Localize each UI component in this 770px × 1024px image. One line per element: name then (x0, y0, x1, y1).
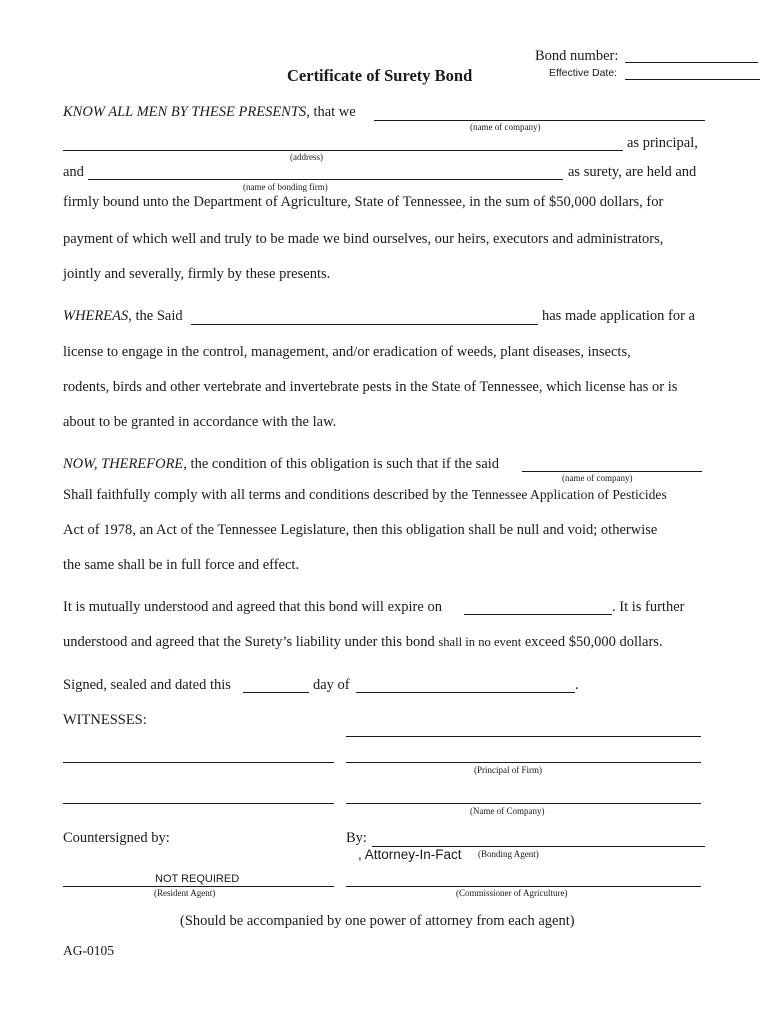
bond-number-field[interactable] (625, 62, 758, 63)
effective-date-label: Effective Date: (549, 67, 618, 79)
applicant-name-field[interactable] (191, 324, 538, 325)
signed-day-field[interactable] (243, 692, 309, 693)
caption-resident-agent: (Resident Agent) (154, 888, 216, 898)
as-surety-text: as surety, are held and (568, 164, 697, 180)
and-text: and (63, 164, 84, 180)
para1-opening (63, 104, 356, 121)
whereas-text: WHEREAS (63, 308, 129, 324)
para1-line3: jointly and severally, firmly by these presents. (63, 266, 331, 282)
the-said-text: , the Said (128, 308, 183, 324)
bonding-firm-field[interactable] (88, 179, 563, 180)
para4-line2-c: exceed $50,000 dollars. (524, 634, 663, 650)
has-made-application-text: has made application for a (542, 308, 695, 324)
para2-opening (63, 308, 183, 325)
effective-date-field[interactable] (625, 79, 760, 80)
witness-signature-2[interactable] (63, 803, 334, 804)
para3-line2: Act of 1978, an Act of the Tennessee Legislature, then this obligation shall be null and void; otherwise (63, 522, 658, 538)
principal-signature-line[interactable] (346, 736, 701, 737)
para3-line3: the same shall be in full force and effect. (63, 557, 300, 573)
caption-bonding-agent: (Bonding Agent) (478, 849, 539, 859)
para4-line2-b: shall in no event (438, 635, 522, 649)
know-all-men-text: KNOW ALL MEN BY THESE PRESENTS (63, 104, 307, 120)
para4-line2-a: understood and agreed that the Surety’s liability under this bond (63, 634, 435, 650)
form-number: AG-0105 (63, 943, 114, 958)
commissioner-signature-field[interactable] (346, 886, 701, 887)
para2-line3: about to be granted in accordance with the law. (63, 414, 337, 430)
document-title: Certificate of Surety Bond (287, 66, 473, 85)
para4-line1-a: It is mutually understood and agreed that this bond will expire on (63, 599, 442, 615)
caption-address: (address) (290, 152, 323, 162)
that-we-text: , that we (306, 104, 356, 120)
principal-of-firm-field[interactable] (346, 762, 701, 763)
attorney-in-fact-text: , Attorney-In-Fact (358, 847, 462, 862)
said-company-field[interactable] (522, 471, 702, 472)
para4-line1-b: . It is further (612, 599, 685, 615)
para2-line2: rodents, birds and other vertebrate and invertebrate pests in the State of Tennessee, which license has or is (63, 379, 678, 395)
company-name-field[interactable] (374, 120, 705, 121)
caption-commissioner: (Commissioner of Agriculture) (456, 888, 568, 898)
signed-period: . (575, 677, 579, 693)
para4-line2 (63, 634, 663, 651)
company-name-signature-field[interactable] (346, 803, 701, 804)
para3-opening (63, 456, 499, 473)
resident-agent-field[interactable] (63, 886, 334, 887)
para1-line2: payment of which well and truly to be made we bind ourselves, our heirs, executors and administrators, (63, 231, 664, 247)
caption-name-of-company: (Name of Company) (470, 806, 545, 816)
as-principal-text: as principal, (627, 135, 698, 151)
witnesses-label: WITNESSES: (63, 712, 147, 728)
power-of-attorney-note: (Should be accompanied by one power of attorney from each agent) (180, 913, 575, 929)
address-field[interactable] (63, 150, 623, 151)
not-required-text: NOT REQUIRED (155, 873, 240, 885)
day-of-text: day of (313, 677, 350, 693)
caption-bonding-firm: (name of bonding firm) (243, 182, 328, 192)
para2-line1: license to engage in the control, management, and/or eradication of weeds, plant diseases, insects, (63, 344, 631, 360)
now-therefore-text: NOW, THEREFORE, (63, 456, 187, 472)
countersigned-by-label: Countersigned by: (63, 830, 170, 846)
para1-line1: firmly bound unto the Department of Agriculture, State of Tennessee, in the sum of $50,000 dollars, for (63, 194, 664, 210)
condition-text: the condition of this obligation is such that if the said (186, 456, 500, 472)
para3-line1-b: Tennessee Application of Pesticides (471, 487, 667, 502)
by-label: By: (346, 830, 367, 846)
caption-principal-of-firm: (Principal of Firm) (474, 765, 542, 775)
para3-line1 (63, 487, 667, 504)
bond-number-label: Bond number: (535, 48, 619, 64)
caption-company-2: (name of company) (562, 473, 633, 483)
expiration-date-field[interactable] (464, 614, 612, 615)
witness-signature-1[interactable] (63, 762, 334, 763)
caption-company-1: (name of company) (470, 122, 541, 132)
para3-line1-a: Shall faithfully comply with all terms and conditions described by the (63, 487, 469, 503)
signed-month-field[interactable] (356, 692, 575, 693)
signed-sealed-text: Signed, sealed and dated this (63, 677, 231, 693)
